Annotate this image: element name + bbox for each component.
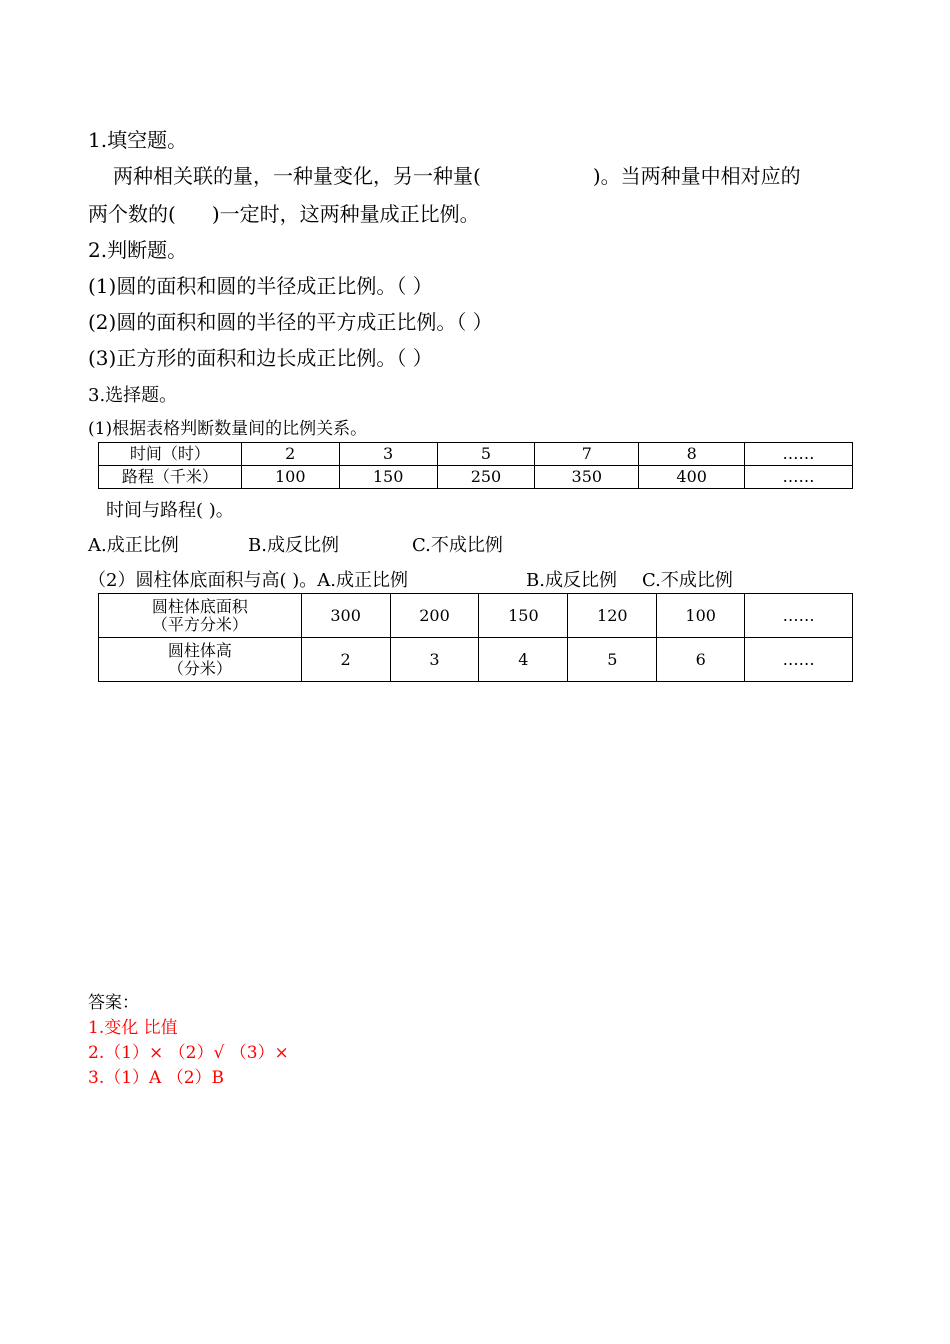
q1-text-a: 两种相关联的量，一种量变化，另一种量( [113, 164, 481, 188]
q2-heading: 2.判断题。 [88, 238, 188, 262]
table-header-cell [99, 594, 302, 638]
table-header-cell [99, 638, 302, 682]
header-line: （分米） [167, 658, 232, 678]
cylinder-table [98, 593, 853, 682]
table-cell: 时间（时） [99, 443, 242, 466]
answer-line-1: 1.变化 比值 [88, 1018, 178, 1038]
q2-item-2: (2)圆的面积和圆的半径的平方成正比例。（ ） [88, 310, 493, 334]
q3-heading: 3.选择题。 [88, 385, 178, 406]
q2-item-1: (1)圆的面积和圆的半径成正比例。（ ） [88, 274, 433, 298]
q1-paragraph-line2 [88, 198, 480, 227]
q1-text-d: )一定时，这两种量成正比例。 [211, 202, 480, 226]
table-cell: 2 [301, 638, 390, 682]
q3-sub1-option-b: B.成反比例 [248, 535, 339, 556]
table-cell: 8 [639, 443, 745, 466]
q3-sub2-option-c: C.不成比例 [642, 570, 733, 591]
table-cell: 4 [479, 638, 568, 682]
q3-sub2-prompt: （2）圆柱体底面积与高( )。A.成正比例 [88, 570, 408, 591]
table-cell: 120 [568, 594, 657, 638]
q3-sub2-option-b: B.成反比例 [526, 570, 617, 591]
header-line: 圆柱体高 [167, 640, 232, 660]
q3-sub1-question: 时间与路程( )。 [106, 500, 234, 521]
header-line: （平方分米） [151, 614, 248, 634]
q1-paragraph-line1 [113, 160, 801, 189]
table-cell: …… [745, 466, 853, 489]
table-cell: 路程（千米） [99, 466, 242, 489]
table-cell: 5 [437, 443, 535, 466]
table-row [99, 594, 853, 638]
table-cell: 7 [535, 443, 639, 466]
table-cell: 2 [241, 443, 339, 466]
table-cell: 200 [390, 594, 479, 638]
q1-text-c: 两个数的( [88, 202, 176, 226]
table-cell: 250 [437, 466, 535, 489]
q3-sub1-option-c: C.不成比例 [412, 535, 503, 556]
table-cell: 350 [535, 466, 639, 489]
table-row [99, 466, 853, 489]
q3-sub1-prompt: (1)根据表格判断数量间的比例关系。 [88, 419, 368, 439]
table-cell: 400 [639, 466, 745, 489]
q2-item-3: (3)正方形的面积和边长成正比例。（ ） [88, 346, 433, 370]
table-cell: 6 [657, 638, 745, 682]
table-cell: 100 [241, 466, 339, 489]
table-cell: 3 [339, 443, 437, 466]
table-cell: 300 [301, 594, 390, 638]
table-cell: 150 [339, 466, 437, 489]
q1-heading: 1.填空题。 [88, 128, 188, 152]
table-cell: 3 [390, 638, 479, 682]
table-cell: …… [745, 594, 853, 638]
answer-line-2: 2.（1）× （2）√ （3）× [88, 1043, 289, 1063]
table-cell: 150 [479, 594, 568, 638]
table-cell: 100 [657, 594, 745, 638]
q1-text-b: )。当两种量中相对应的 [592, 164, 801, 188]
table-cell: …… [745, 638, 853, 682]
table-cell: 5 [568, 638, 657, 682]
table-cell: …… [745, 443, 853, 466]
q3-sub1-option-a: A.成正比例 [88, 535, 179, 556]
header-line: 圆柱体底面积 [151, 596, 248, 616]
answer-line-3: 3.（1）A （2）B [88, 1068, 225, 1088]
table-row [99, 638, 853, 682]
answers-label: 答案： [88, 993, 139, 1013]
table-row [99, 443, 853, 466]
speed-table [98, 442, 853, 489]
